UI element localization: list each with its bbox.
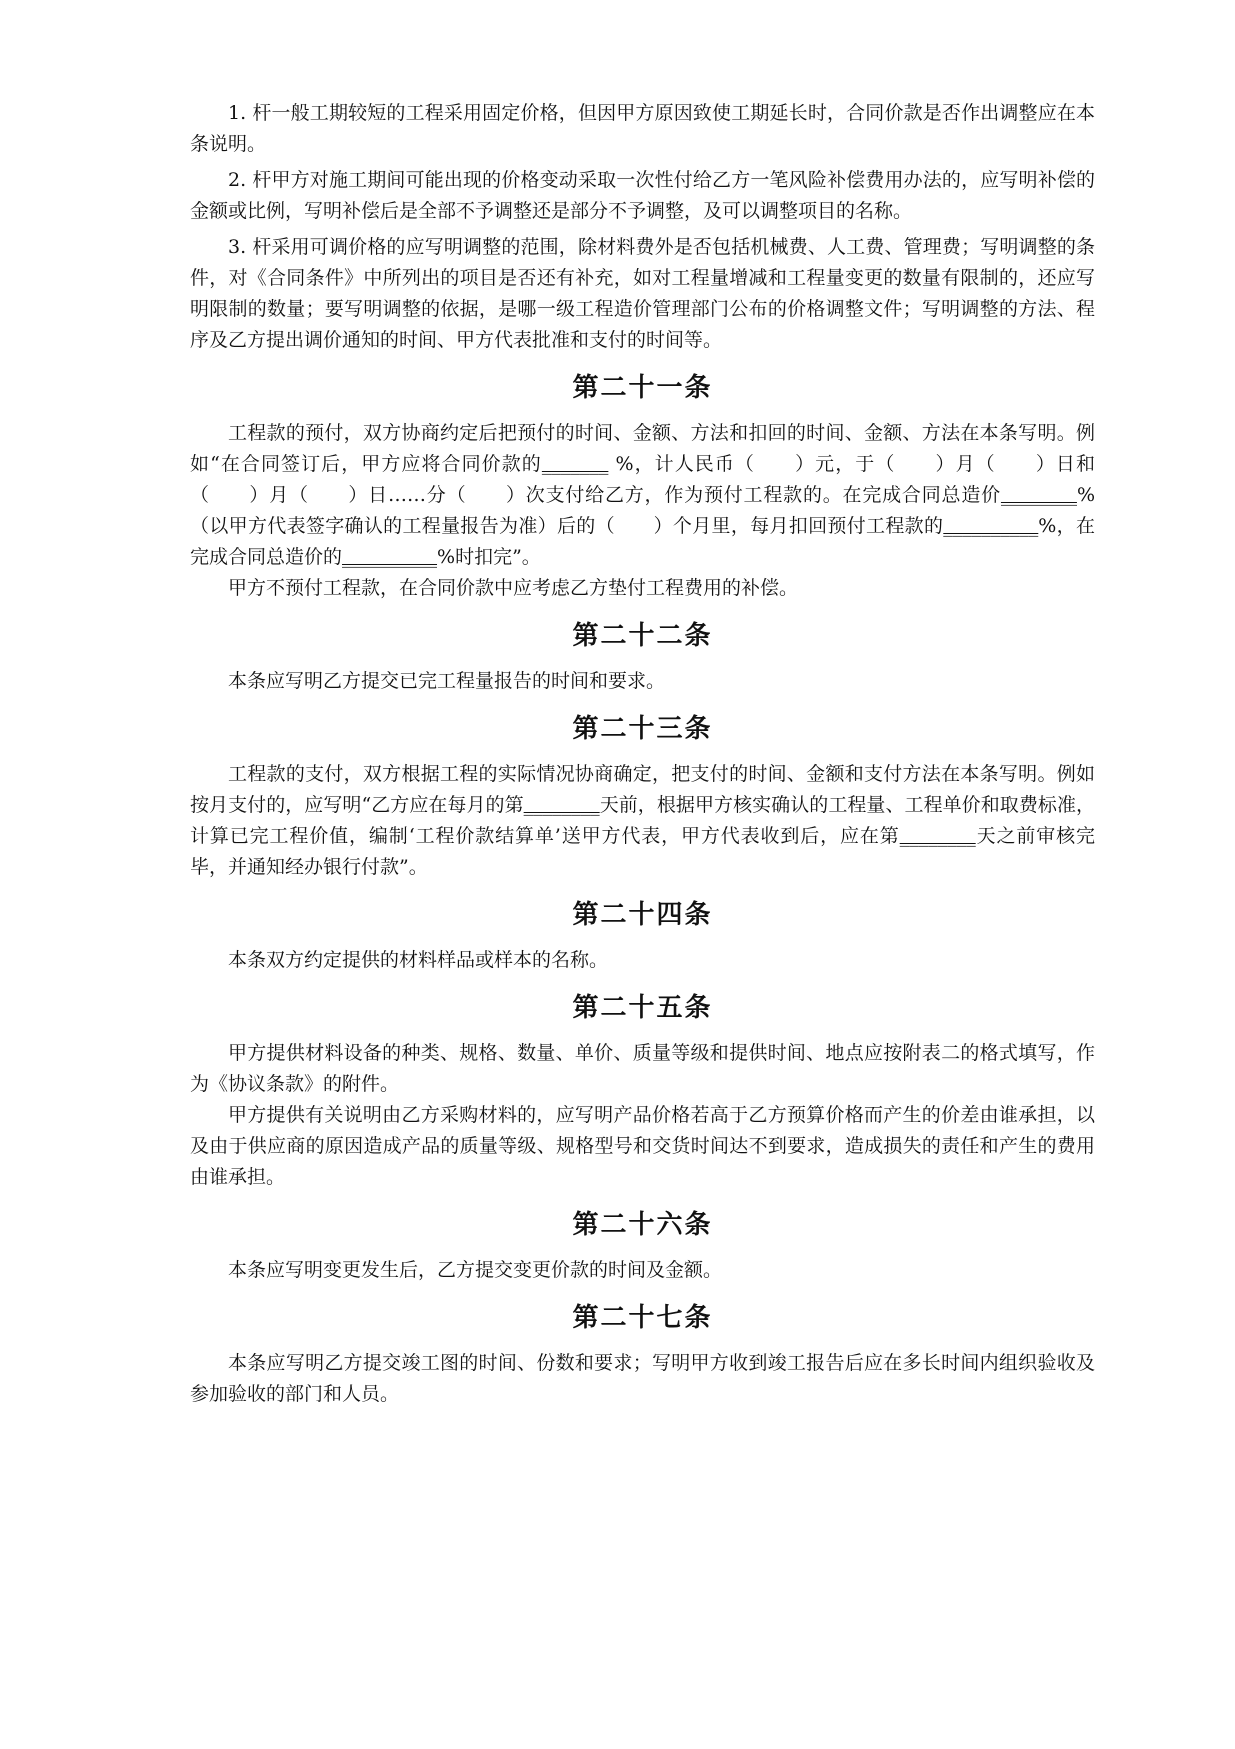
article-21-paragraph-1 <box>190 418 1095 573</box>
text-segment: %时扣完”。 <box>437 546 541 568</box>
text-segment: %，计人民币（ ）元，于（ ）月（ ）日和（ ）月（ ）日……分（ ）次支付给乙方，作为预付工程款的。在完成合同总造价 <box>190 453 1095 506</box>
article-27-heading: 第二十七条 <box>572 1303 713 1333</box>
article-21-paragraph-2: 甲方不预付工程款，在合同价款中应考虑乙方垫付工程费用的补偿。 <box>228 577 799 599</box>
text-segment: 天之前审核完毕，并通知经办银行付款”。 <box>190 825 1095 878</box>
blank-field: __________ <box>943 515 1039 537</box>
text-segment: 工程款的支付，双方根据工程的实际情况协商确定，把支付的时间、金额和支付方法在本条写明。例如按月支付的，应写明“乙方应在每月的第 <box>190 763 1095 816</box>
document-page <box>190 98 1095 1410</box>
article-23-heading: 第二十三条 <box>572 714 713 744</box>
article-26-paragraph-1: 本条应写明变更发生后，乙方提交变更价款的时间及金额。 <box>228 1259 723 1281</box>
article-24-paragraph-1: 本条双方约定提供的材料样品或样本的名称。 <box>228 949 609 971</box>
blank-field: ________ <box>1000 484 1077 506</box>
blank-field: ________ <box>523 794 600 816</box>
blank-field: _______ <box>541 453 609 475</box>
article-25-heading: 第二十五条 <box>572 993 713 1023</box>
text-segment: 天前，根据甲方核实确认的工程量、工程单价和取费标准，计算已完工程价值，编制‘工程价款结算单’送甲方代表，甲方代表收到后，应在第 <box>190 794 1095 847</box>
article-27-paragraph-1: 本条应写明乙方提交竣工图的时间、份数和要求；写明甲方收到竣工报告后应在多长时间内组织验收及参加验收的部门和人员。 <box>190 1352 1095 1405</box>
text-segment: 工程款的预付，双方协商约定后把预付的时间、金额、方法和扣回的时间、金额、方法在本条写明。例如“在合同签订后，甲方应将合同价款的 <box>190 422 1095 475</box>
blank-field: ________ <box>899 825 976 847</box>
text-segment: %（以甲方代表签字确认的工程量报告为准）后的（ ）个月里，每月扣回预付工程款的 <box>190 484 1095 537</box>
article-22-heading: 第二十二条 <box>572 621 713 651</box>
blank-field: __________ <box>342 546 438 568</box>
intro-paragraph-3: 3. 杆采用可调价格的应写明调整的范围，除材料费外是否包括机械费、人工费、管理费；写明调整的条件，对《合同条件》中所列出的项目是否还有补充，如对工程量增减和工程量变更的数量有限制的，还应写明限制的数量；要写明调整的依据，是哪一级工程造价管理部门公布的价格调整文件；写明调整的方法、程序及乙方提出调价通知的时间、甲方代表批准和支付的时间等。 <box>190 236 1095 351</box>
article-24-heading: 第二十四条 <box>572 900 713 930</box>
article-21-heading: 第二十一条 <box>572 373 713 403</box>
intro-paragraph-2: 2. 杆甲方对施工期间可能出现的价格变动采取一次性付给乙方一笔风险补偿费用办法的，应写明补偿的金额或比例，写明补偿后是全部不予调整还是部分不予调整，及可以调整项目的名称。 <box>190 169 1095 222</box>
intro-paragraph-1: 1. 杆一般工期较短的工程采用固定价格，但因甲方原因致使工期延长时，合同价款是否作出调整应在本条说明。 <box>190 102 1095 155</box>
article-22-paragraph-1: 本条应写明乙方提交已完工程量报告的时间和要求。 <box>228 670 666 692</box>
article-25-paragraph-2: 甲方提供有关说明由乙方采购材料的，应写明产品价格若高于乙方预算价格而产生的价差由谁承担，以及由于供应商的原因造成产品的质量等级、规格型号和交货时间达不到要求，造成损失的责任和产生的费用由谁承担。 <box>190 1104 1095 1188</box>
article-23-paragraph-1 <box>190 759 1095 883</box>
text-segment: %，在完成合同总造价的 <box>190 515 1095 568</box>
article-25-paragraph-1: 甲方提供材料设备的种类、规格、数量、单价、质量等级和提供时间、地点应按附表二的格式填写，作为《协议条款》的附件。 <box>190 1042 1095 1095</box>
article-26-heading: 第二十六条 <box>572 1210 713 1240</box>
